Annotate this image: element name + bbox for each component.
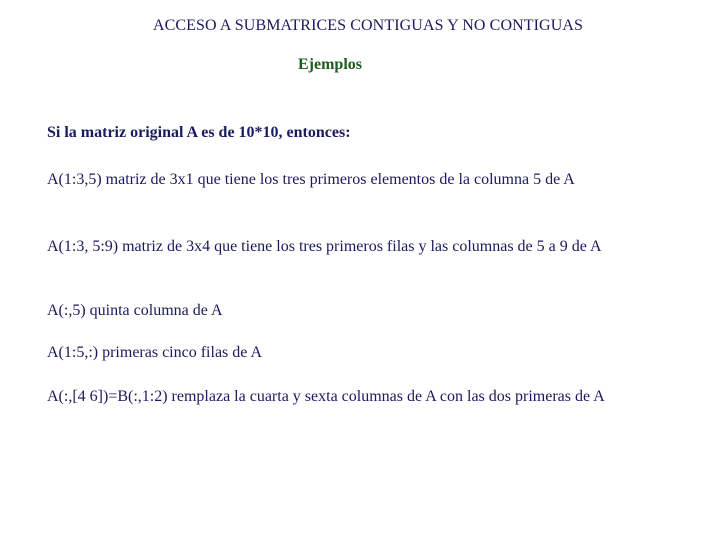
example-item: A(1:3,5) matriz de 3x1 que tiene los tres primeros elementos de la columna 5 de A bbox=[47, 171, 575, 188]
slide-subtitle: Ejemplos bbox=[298, 56, 362, 73]
example-item: A(:,[4 6])=B(:,1:2) remplaza la cuarta y sexta columnas de A con las dos primeras de A bbox=[47, 388, 605, 405]
intro-text: Si la matriz original A es de 10*10, entonces: bbox=[47, 124, 351, 141]
slide-title: ACCESO A SUBMATRICES CONTIGUAS Y NO CONTIGUAS bbox=[152, 17, 584, 34]
example-item: A(1:5,:) primeras cinco filas de A bbox=[47, 344, 263, 361]
example-item: A(1:3, 5:9) matriz de 3x4 que tiene los tres primeros filas y las columnas de 5 a 9 de A bbox=[47, 238, 602, 255]
example-item: A(:,5) quinta columna de A bbox=[47, 302, 223, 319]
